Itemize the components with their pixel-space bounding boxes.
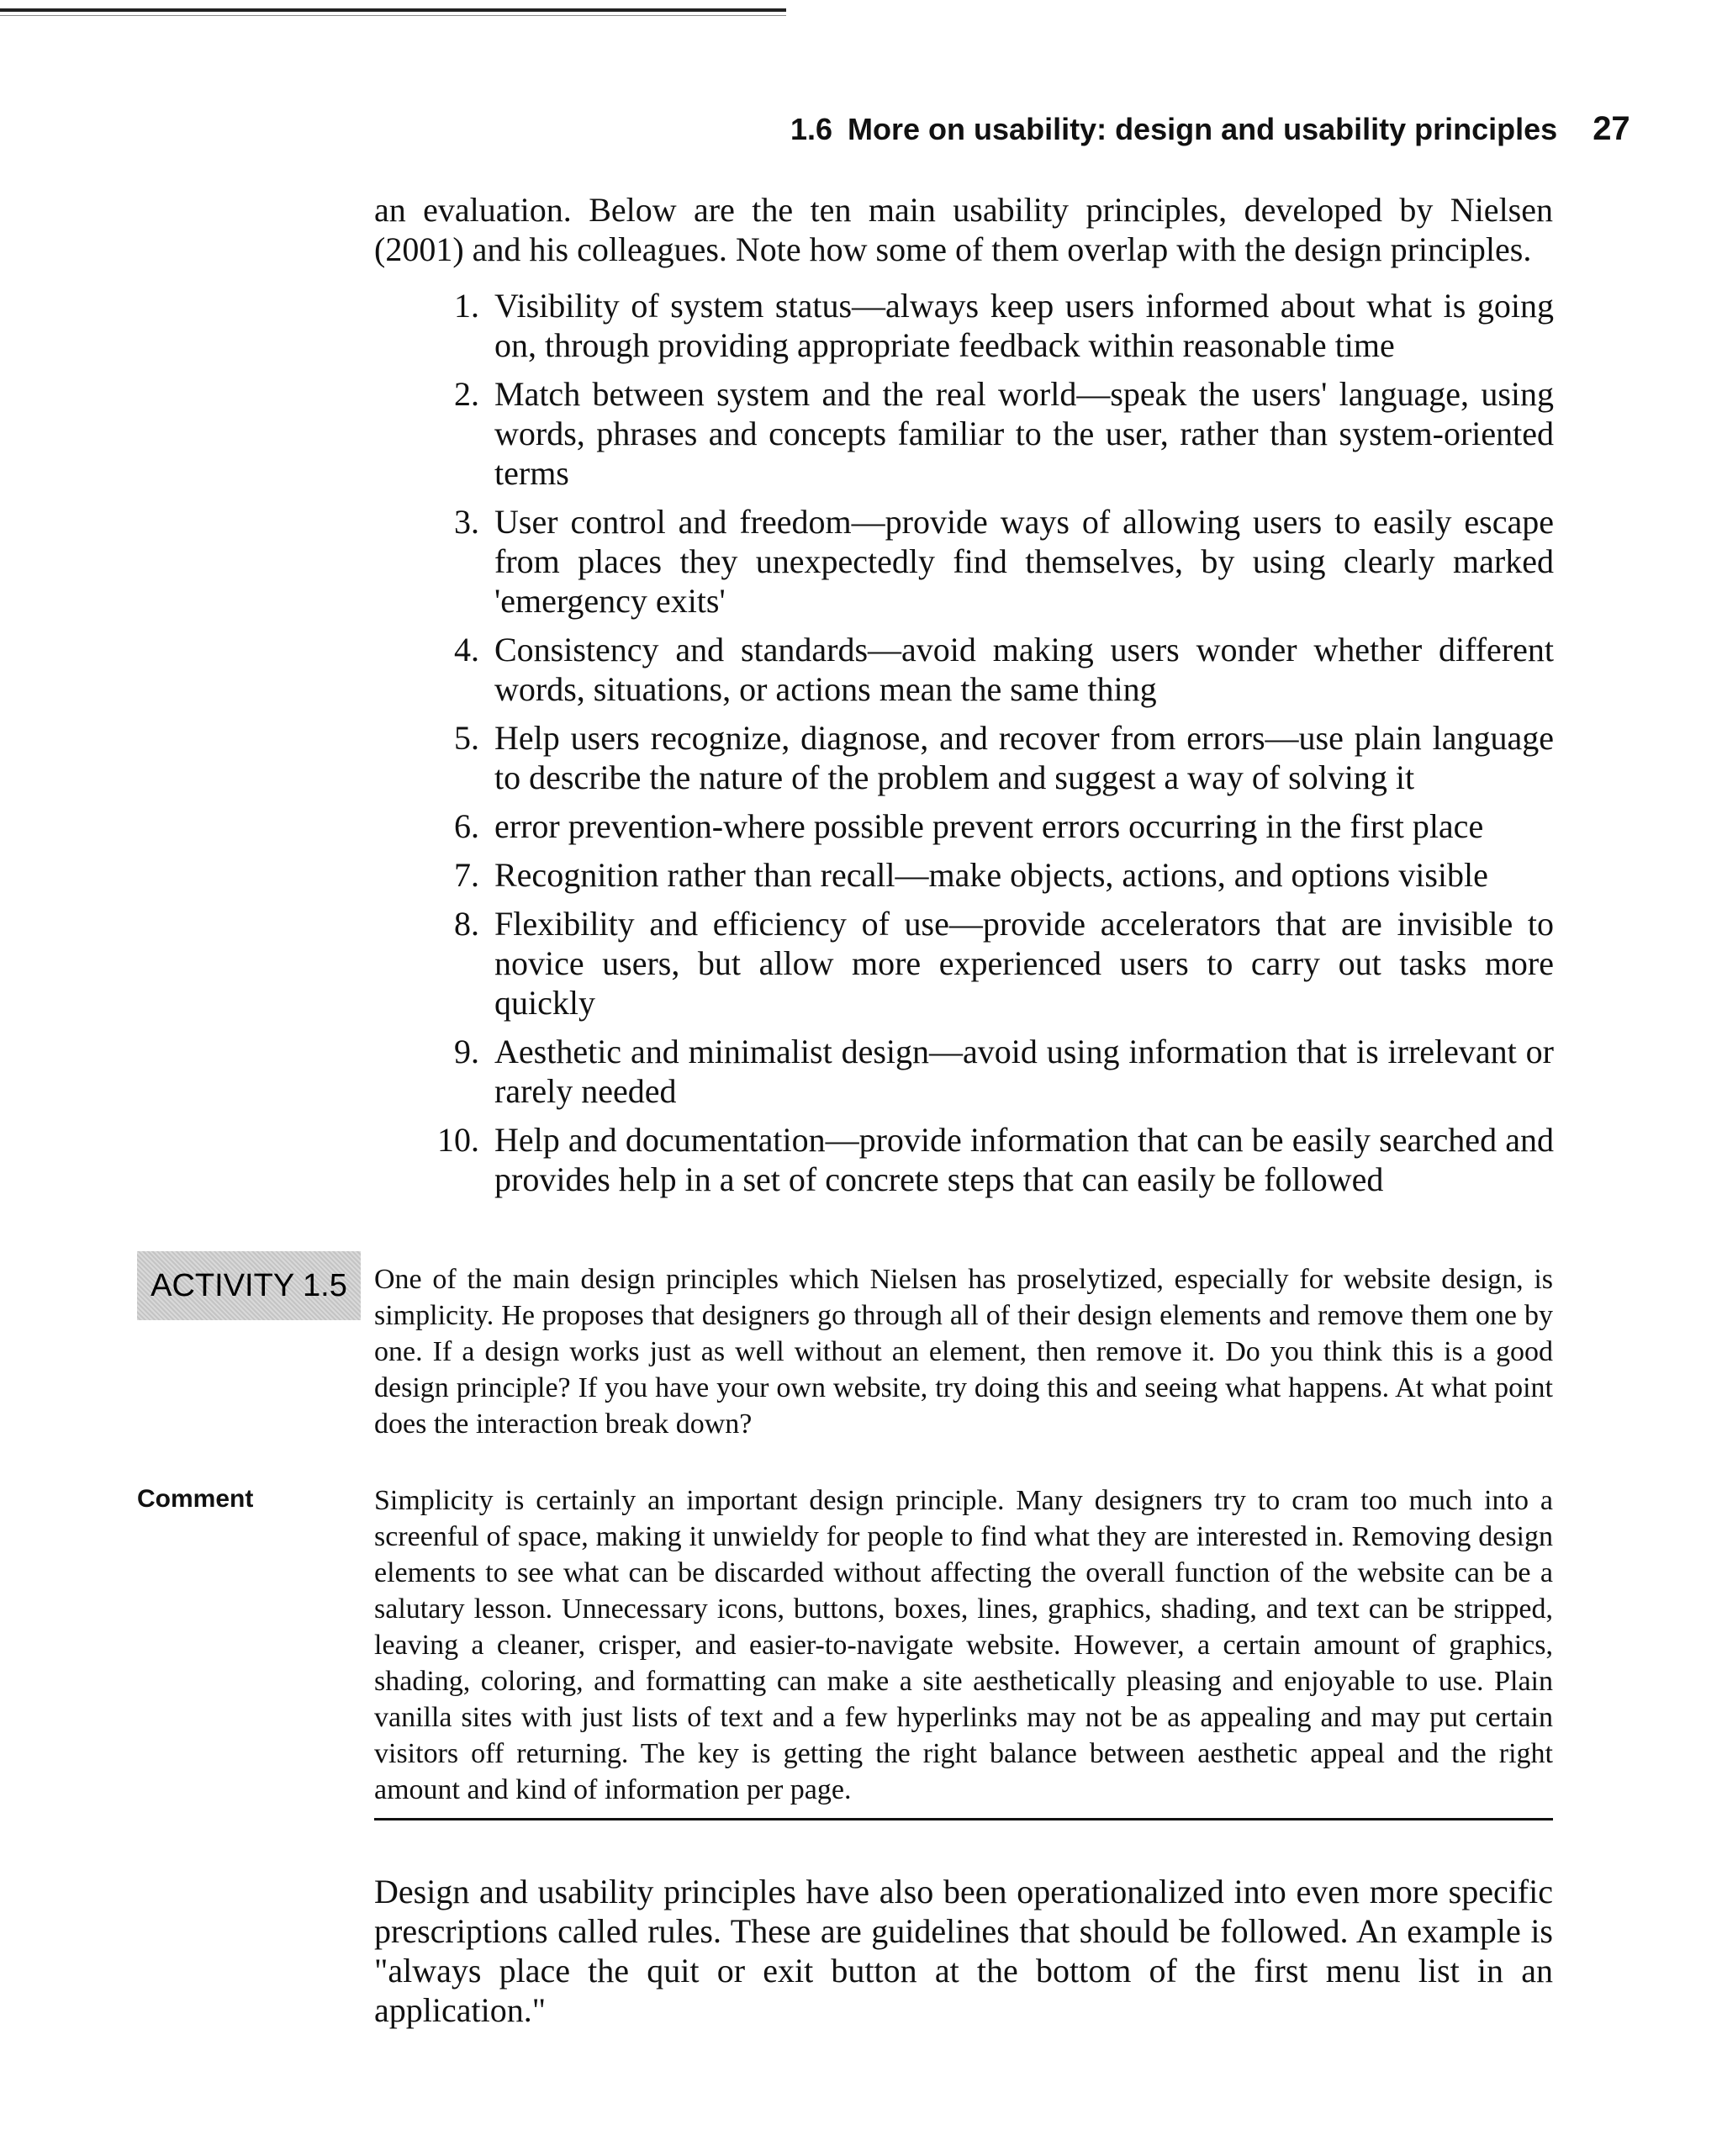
closing-paragraph: Design and usability principles have also been operationalized into even more specific prescriptions called rules. These are guidelines that should be followed. An example is "always place the quit or exit button at the bottom of the first menu list in an application." — [374, 1873, 1553, 2029]
comment-label: Comment — [137, 1485, 254, 1513]
principle-number: 1. — [454, 287, 479, 325]
principle-text: error prevention-where possible prevent errors occurring in the first place — [494, 807, 1484, 845]
principle-text: Visibility of system status—always keep users informed about what is going on, through providing appropriate feedback within reasonable time — [494, 287, 1554, 364]
section-number: 1.6 — [790, 112, 833, 146]
principle-text: Consistency and standards—avoid making users wonder whether different words, situations, or actions mean the same thing — [494, 631, 1554, 708]
page-number: 27 — [1593, 110, 1630, 147]
principle-number: 9. — [454, 1033, 479, 1070]
running-head — [790, 108, 1630, 150]
principle-item — [404, 718, 1554, 797]
activity-text: One of the main design principles which Nielsen has proselytized, especially for website design, is simplicity. He proposes that designers go through all of their design elements and remove them one by one. If a design works just as well without an element, then remove it. Do you think this is a good design principle? If you have your own website, try doing this and seeing what happens. At what point does the interaction break down? — [374, 1264, 1553, 1440]
usability-principles-list — [404, 286, 1554, 1208]
principle-number: 10. — [437, 1121, 479, 1159]
principle-item — [404, 1032, 1554, 1111]
principle-text: Recognition rather than recall—make objects, actions, and options visible — [494, 856, 1488, 894]
principle-text: Flexibility and efficiency of use—provide accelerators that are invisible to novice users, but allow more experienced users to carry out tasks more quickly — [494, 905, 1554, 1022]
principle-item — [404, 806, 1554, 846]
principle-text: Help and documentation—provide information that can be easily searched and provides help in a set of concrete steps that can easily be followed — [494, 1121, 1554, 1198]
comment-text: Simplicity is certainly an important design principle. Many designers try to cram too much into a screenful of space, making it unwieldy for people to find what they are interested in. Removing design elements to see what can be discarded without affecting the overall function of the website can be a salutary lesson. Unnecessary icons, buttons, boxes, lines, graphics, shading, and text can be stripped, leaving a cleaner, crisper, and easier-to-navigate website. However, a certain amount of graphics, shading, coloring, and formatting can make a site aesthetically pleasing and enjoyable to use. Plain vanilla sites with just lists of text and a few hyperlinks may not be as appealing and may put certain visitors off returning. The key is getting the right balance between aesthetic appeal and the right amount and kind of information per page. — [374, 1485, 1553, 1805]
principle-text: Match between system and the real world—speak the users' language, using words, phrases and concepts familiar to the user, rather than system-oriented terms — [494, 375, 1554, 492]
principle-item — [404, 630, 1554, 709]
principle-item — [404, 286, 1554, 365]
intro-paragraph: an evaluation. Below are the ten main usability principles, developed by Nielsen (2001) and his colleagues. Note how some of them overlap with the design principles. — [374, 191, 1553, 268]
principle-item — [404, 374, 1554, 493]
principle-text: Help users recognize, diagnose, and recover from errors—use plain language to describe the nature of the problem and suggest a way of solving it — [494, 719, 1554, 796]
principle-text: User control and freedom—provide ways of allowing users to easily escape from places they unexpectedly find themselves, by using clearly marked 'emergency exits' — [494, 503, 1554, 620]
principle-item — [404, 904, 1554, 1023]
principle-number: 8. — [454, 905, 479, 943]
principle-number: 6. — [454, 807, 479, 845]
principle-item — [404, 855, 1554, 895]
top-rule-thin — [0, 15, 786, 16]
principle-text: Aesthetic and minimalist design—avoid using information that is irrelevant or rarely needed — [494, 1033, 1554, 1110]
activity-badge: ACTIVITY 1.5 — [137, 1251, 361, 1320]
principle-number: 3. — [454, 503, 479, 541]
section-divider — [374, 1818, 1553, 1820]
principle-number: 5. — [454, 719, 479, 757]
principle-item — [404, 502, 1554, 621]
principle-number: 7. — [454, 856, 479, 894]
principle-item — [404, 1120, 1554, 1199]
section-title: More on usability: design and usability principles — [848, 112, 1558, 146]
top-rule — [0, 8, 786, 12]
principle-number: 4. — [454, 631, 479, 668]
principle-number: 2. — [454, 375, 479, 413]
